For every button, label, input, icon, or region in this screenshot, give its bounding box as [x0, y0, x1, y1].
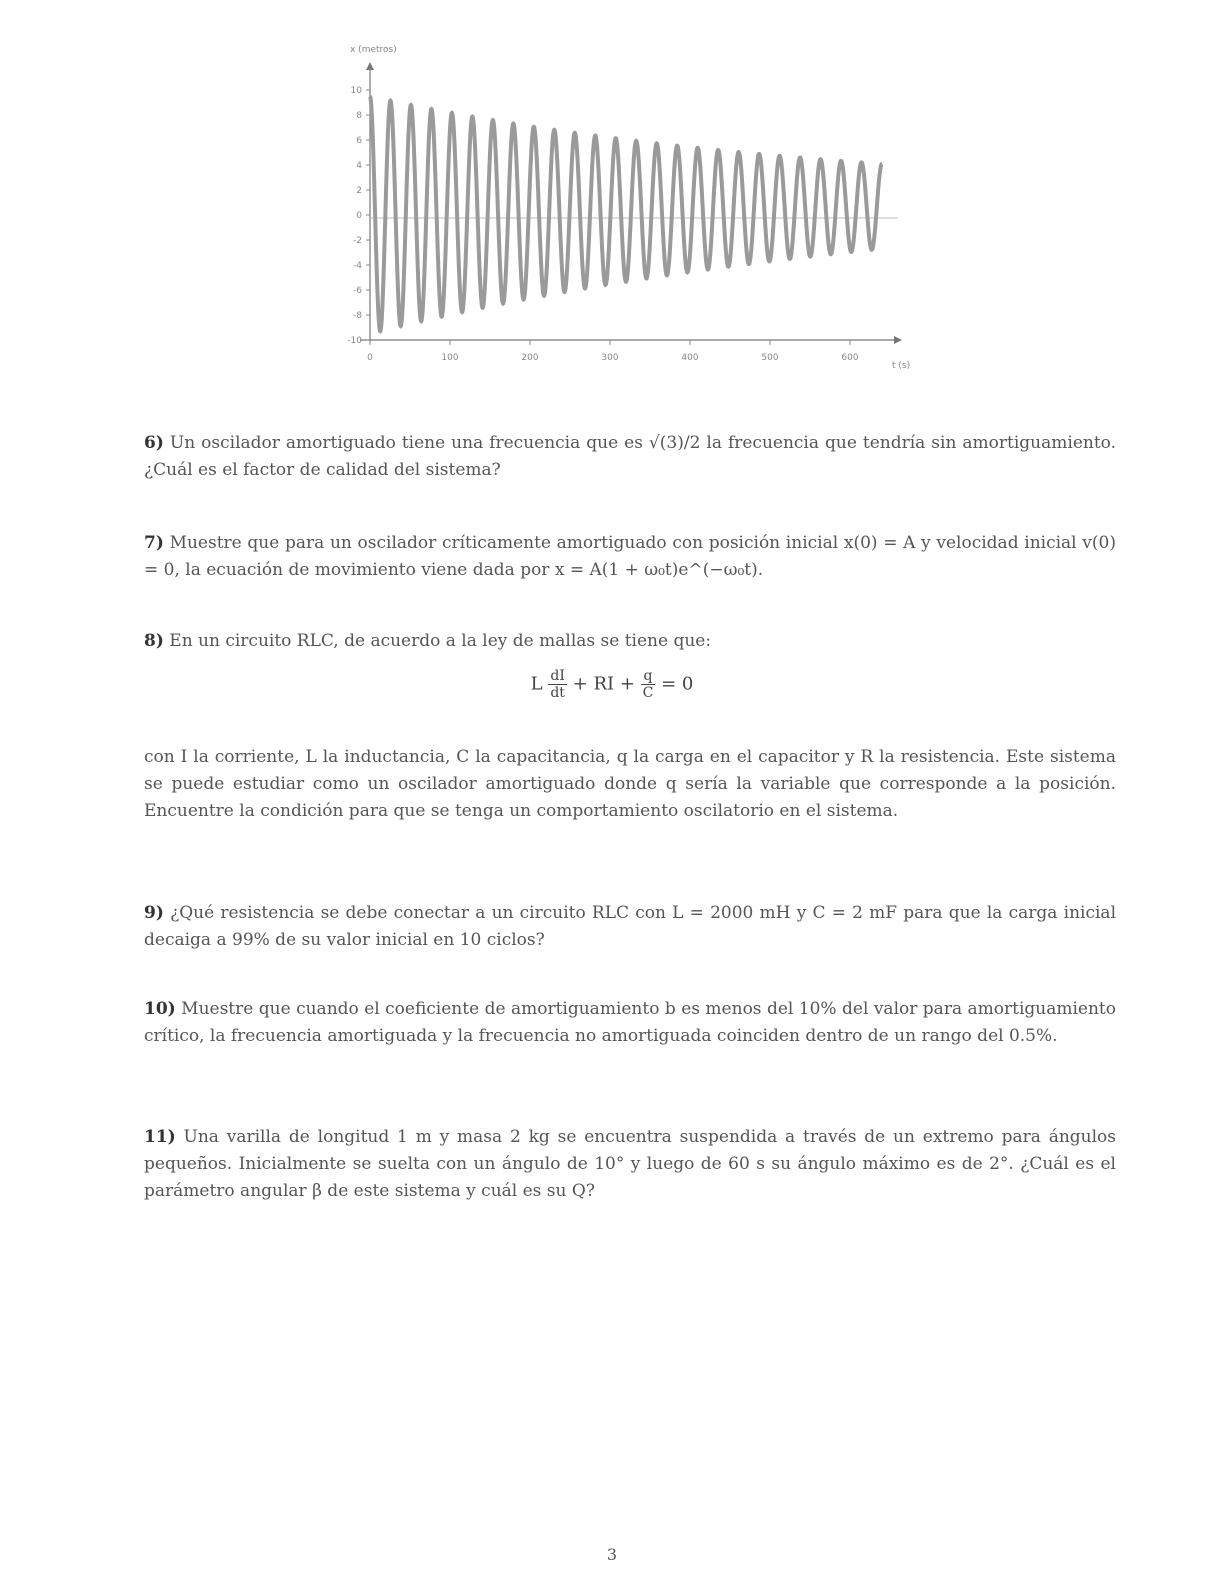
x-tick-label: 500: [761, 353, 779, 363]
problem-text: ¿Qué resistencia se debe conectar a un circuito RLC con L = 2000 mH y C = 2 mF para que la carga inicial decaiga a 99% de su valor inicial en 10 ciclos?: [144, 903, 1117, 950]
x-tick-label: 600: [841, 353, 859, 363]
equation-term-l: L: [530, 673, 543, 695]
equation-rhs: = 0: [661, 673, 694, 695]
problem-number: 8): [144, 631, 164, 651]
problem-8: [144, 628, 1116, 655]
x-ticks: [367, 340, 859, 363]
equation-term-ri: + RI +: [572, 673, 635, 695]
rlc-equation: [0, 668, 1224, 701]
y-tick-label: -6: [353, 286, 362, 296]
x-tick-label: 200: [521, 353, 539, 363]
page-number: 3: [606, 1545, 618, 1564]
problem-text: En un circuito RLC, de acuerdo a la ley de mallas se tiene que:: [169, 631, 712, 651]
y-ticks: [347, 86, 370, 346]
problem-number: 11): [144, 1127, 176, 1147]
y-axis-label: x (metros): [350, 45, 397, 55]
problem-8-continued: [144, 744, 1116, 825]
problem-text: Muestre que para un oscilador críticamente amortiguado con posición inicial x(0) = A y velocidad inicial v(0) = 0, la ecuación de movimiento viene dada por x = A(1 + ω₀t)e^(−ω₀t).: [144, 533, 1116, 580]
x-tick-label: 300: [601, 353, 619, 363]
fraction-numerator: dI: [548, 668, 567, 685]
y-tick-label: -2: [353, 236, 362, 246]
damped-oscillation-chart: [300, 30, 940, 390]
x-axis-label: t (s): [892, 361, 911, 371]
problem-number: 9): [144, 903, 164, 923]
problem-number: 6): [144, 433, 164, 453]
problem-7: [144, 530, 1116, 584]
problem-text: Una varilla de longitud 1 m y masa 2 kg se encuentra suspendida a través de un extremo para ángulos pequeños. Inicialmente se suelta con un ángulo de 10° y luego de 60 s su ángulo máximo es de 2°. ¿Cuál es el parámetro angular β de este sistema y cuál es su Q?: [144, 1127, 1117, 1201]
y-tick-label: 2: [356, 186, 362, 196]
problem-9: [144, 900, 1116, 954]
x-axis: [360, 336, 902, 344]
oscillation-line: [370, 96, 882, 331]
y-tick-label: -8: [353, 311, 362, 321]
problem-text: Muestre que cuando el coeficiente de amortiguamiento b es menos del 10% del valor para amortiguamiento crítico, la frecuencia amortiguada y la frecuencia no amortiguada coinciden dentro de un rango del 0.5%.: [144, 999, 1117, 1046]
y-tick-label: 0: [356, 211, 362, 221]
x-tick-label: 400: [681, 353, 699, 363]
x-tick-label: 100: [441, 353, 459, 363]
y-tick-label: -4: [353, 261, 362, 271]
problem-number: 7): [144, 533, 164, 553]
derivative-fraction: [548, 668, 567, 701]
problem-10: [144, 996, 1116, 1050]
fraction-numerator: q: [641, 668, 656, 685]
oscillation-series: [370, 96, 882, 331]
y-tick-label: 4: [356, 161, 362, 171]
y-tick-label: -10: [347, 336, 362, 346]
problem-text: con I la corriente, L la inductancia, C la capacitancia, q la carga en el capacitor y R la resistencia. Este sistema se puede estudiar como un oscilador amortiguado donde q sería la variable que corresponde a la posición. Encuentre la condición para que se tenga un comportamiento oscilatorio en el sistema.: [144, 747, 1116, 821]
charge-fraction: [641, 668, 656, 701]
problem-number: 10): [144, 999, 176, 1019]
fraction-denominator: C: [642, 685, 654, 701]
y-tick-label: 8: [356, 111, 362, 121]
fraction-denominator: dt: [550, 685, 565, 701]
y-tick-label: 10: [350, 86, 362, 96]
problem-text: Un oscilador amortiguado tiene una frecuencia que es √(3)/2 la frecuencia que tendría sin amortiguamiento. ¿Cuál es el factor de calidad del sistema?: [144, 433, 1116, 480]
problem-6: [144, 430, 1116, 484]
y-tick-label: 6: [356, 136, 362, 146]
x-tick-label: 0: [367, 353, 373, 363]
problem-11: [144, 1124, 1116, 1205]
